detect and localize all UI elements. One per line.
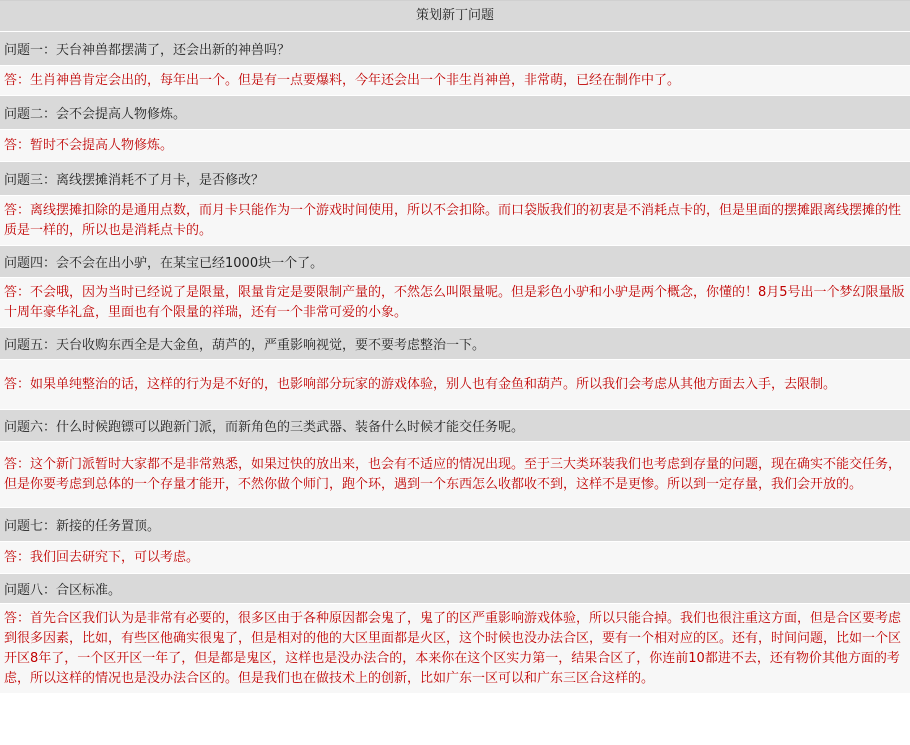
question-row: [0, 32, 910, 66]
answer-row: [0, 542, 910, 574]
answer-text: 答：我们回去研究下，可以考虑。: [4, 549, 200, 565]
answer-row: [0, 604, 910, 694]
question-text: 问题三：离线摆摊消耗不了月卡，是否修改？: [4, 173, 265, 188]
question-row: [0, 410, 910, 442]
question-text: 问题一：天台神兽都摆满了，还会出新的神兽吗？: [4, 43, 291, 58]
question-text: 问题六：什么时候跑镖可以跑新门派，而新角色的三类武器、装备什么时候才能交任务呢。: [4, 420, 525, 435]
answer-row: [0, 196, 910, 246]
answer-text: 答：离线摆摊扣除的是通用点数，而月卡只能作为一个游戏时间使用，所以不会扣除。而口袋版我们的初衷是不消耗点卡的，但是里面的摆摊跟离线摆摊的性质是一样的，所以也是消耗点卡的。: [4, 202, 902, 238]
answer-row: [0, 360, 910, 410]
question-text: 问题七：新接的任务置顶。: [4, 519, 161, 534]
question-row: [0, 162, 910, 196]
answer-row: [0, 278, 910, 328]
answer-row: [0, 442, 910, 508]
answer-text: 答：生肖神兽肯定会出的，每年出一个。但是有一点要爆料，今年还会出一个非生肖神兽，非常萌，已经在制作中了。: [4, 72, 681, 88]
question-row: [0, 328, 910, 360]
question-row: [0, 246, 910, 278]
answer-text: 答：首先合区我们认为是非常有必要的，很多区由于各种原因都会鬼了，鬼了的区严重影响游戏体验，所以只能合掉。我们也很注重这方面，但是合区要考虑到很多因素，比如，有些区他确实很鬼了，但是相对的他的大区里面都是火区，这个时候也没办法合区，要有一个相对应的区。还有，时间问题，比如一个区开区8年了，一个区开区一年了，但是都是鬼区，这样也是没办法合的，本来你在这个区实力第一，结果合区了，你连前10都进不去，还有物价其他方面的考虑，所以这样的情况也是没办法合区的。但是我们也在做技术上的创新，比如广东一区可以和广东三区合这样的。: [4, 610, 902, 686]
answer-row: [0, 66, 910, 96]
answer-text: 答：暂时不会提高人物修炼。: [4, 137, 174, 153]
question-text: 问题五：天台收购东西全是大金鱼，葫芦的，严重影响视觉，要不要考虑整治一下。: [4, 338, 486, 353]
page-title: 策划新丁问题: [0, 1, 910, 32]
answer-text: 答：如果单纯整治的话，这样的行为是不好的，也影响部分玩家的游戏体验，别人也有金鱼和葫芦。所以我们会考虑从其他方面去入手，去限制。: [4, 376, 837, 392]
question-text: 问题八：合区标准。: [4, 583, 122, 598]
answer-text: 答：不会哦，因为当时已经说了是限量，限量肯定是要限制产量的，不然怎么叫限量呢。但是彩色小驴和小驴是两个概念，你懂的！8月5号出一个梦幻限量版十周年豪华礼盒，里面也有个限量的祥瑞，还有一个非常可爱的小象。: [4, 284, 905, 320]
question-row: [0, 508, 910, 542]
answer-text: 答：这个新门派暂时大家都不是非常熟悉，如果过快的放出来，也会有不适应的情况出现。至于三大类环装我们也考虑到存量的问题，现在确实不能交任务，但是你要考虑到总体的一个存量才能开，不然你做个师门，跑个环，遇到一个东西怎么收都收不到，这样不是更惨。所以到一定存量，我们会开放的。: [4, 456, 902, 492]
question-text: 问题二：会不会提高人物修炼。: [4, 107, 187, 122]
question-text: 问题四：会不会在出小驴，在某宝已经1000块一个了。: [4, 256, 324, 271]
question-row: [0, 574, 910, 604]
question-row: [0, 96, 910, 130]
answer-row: [0, 130, 910, 162]
